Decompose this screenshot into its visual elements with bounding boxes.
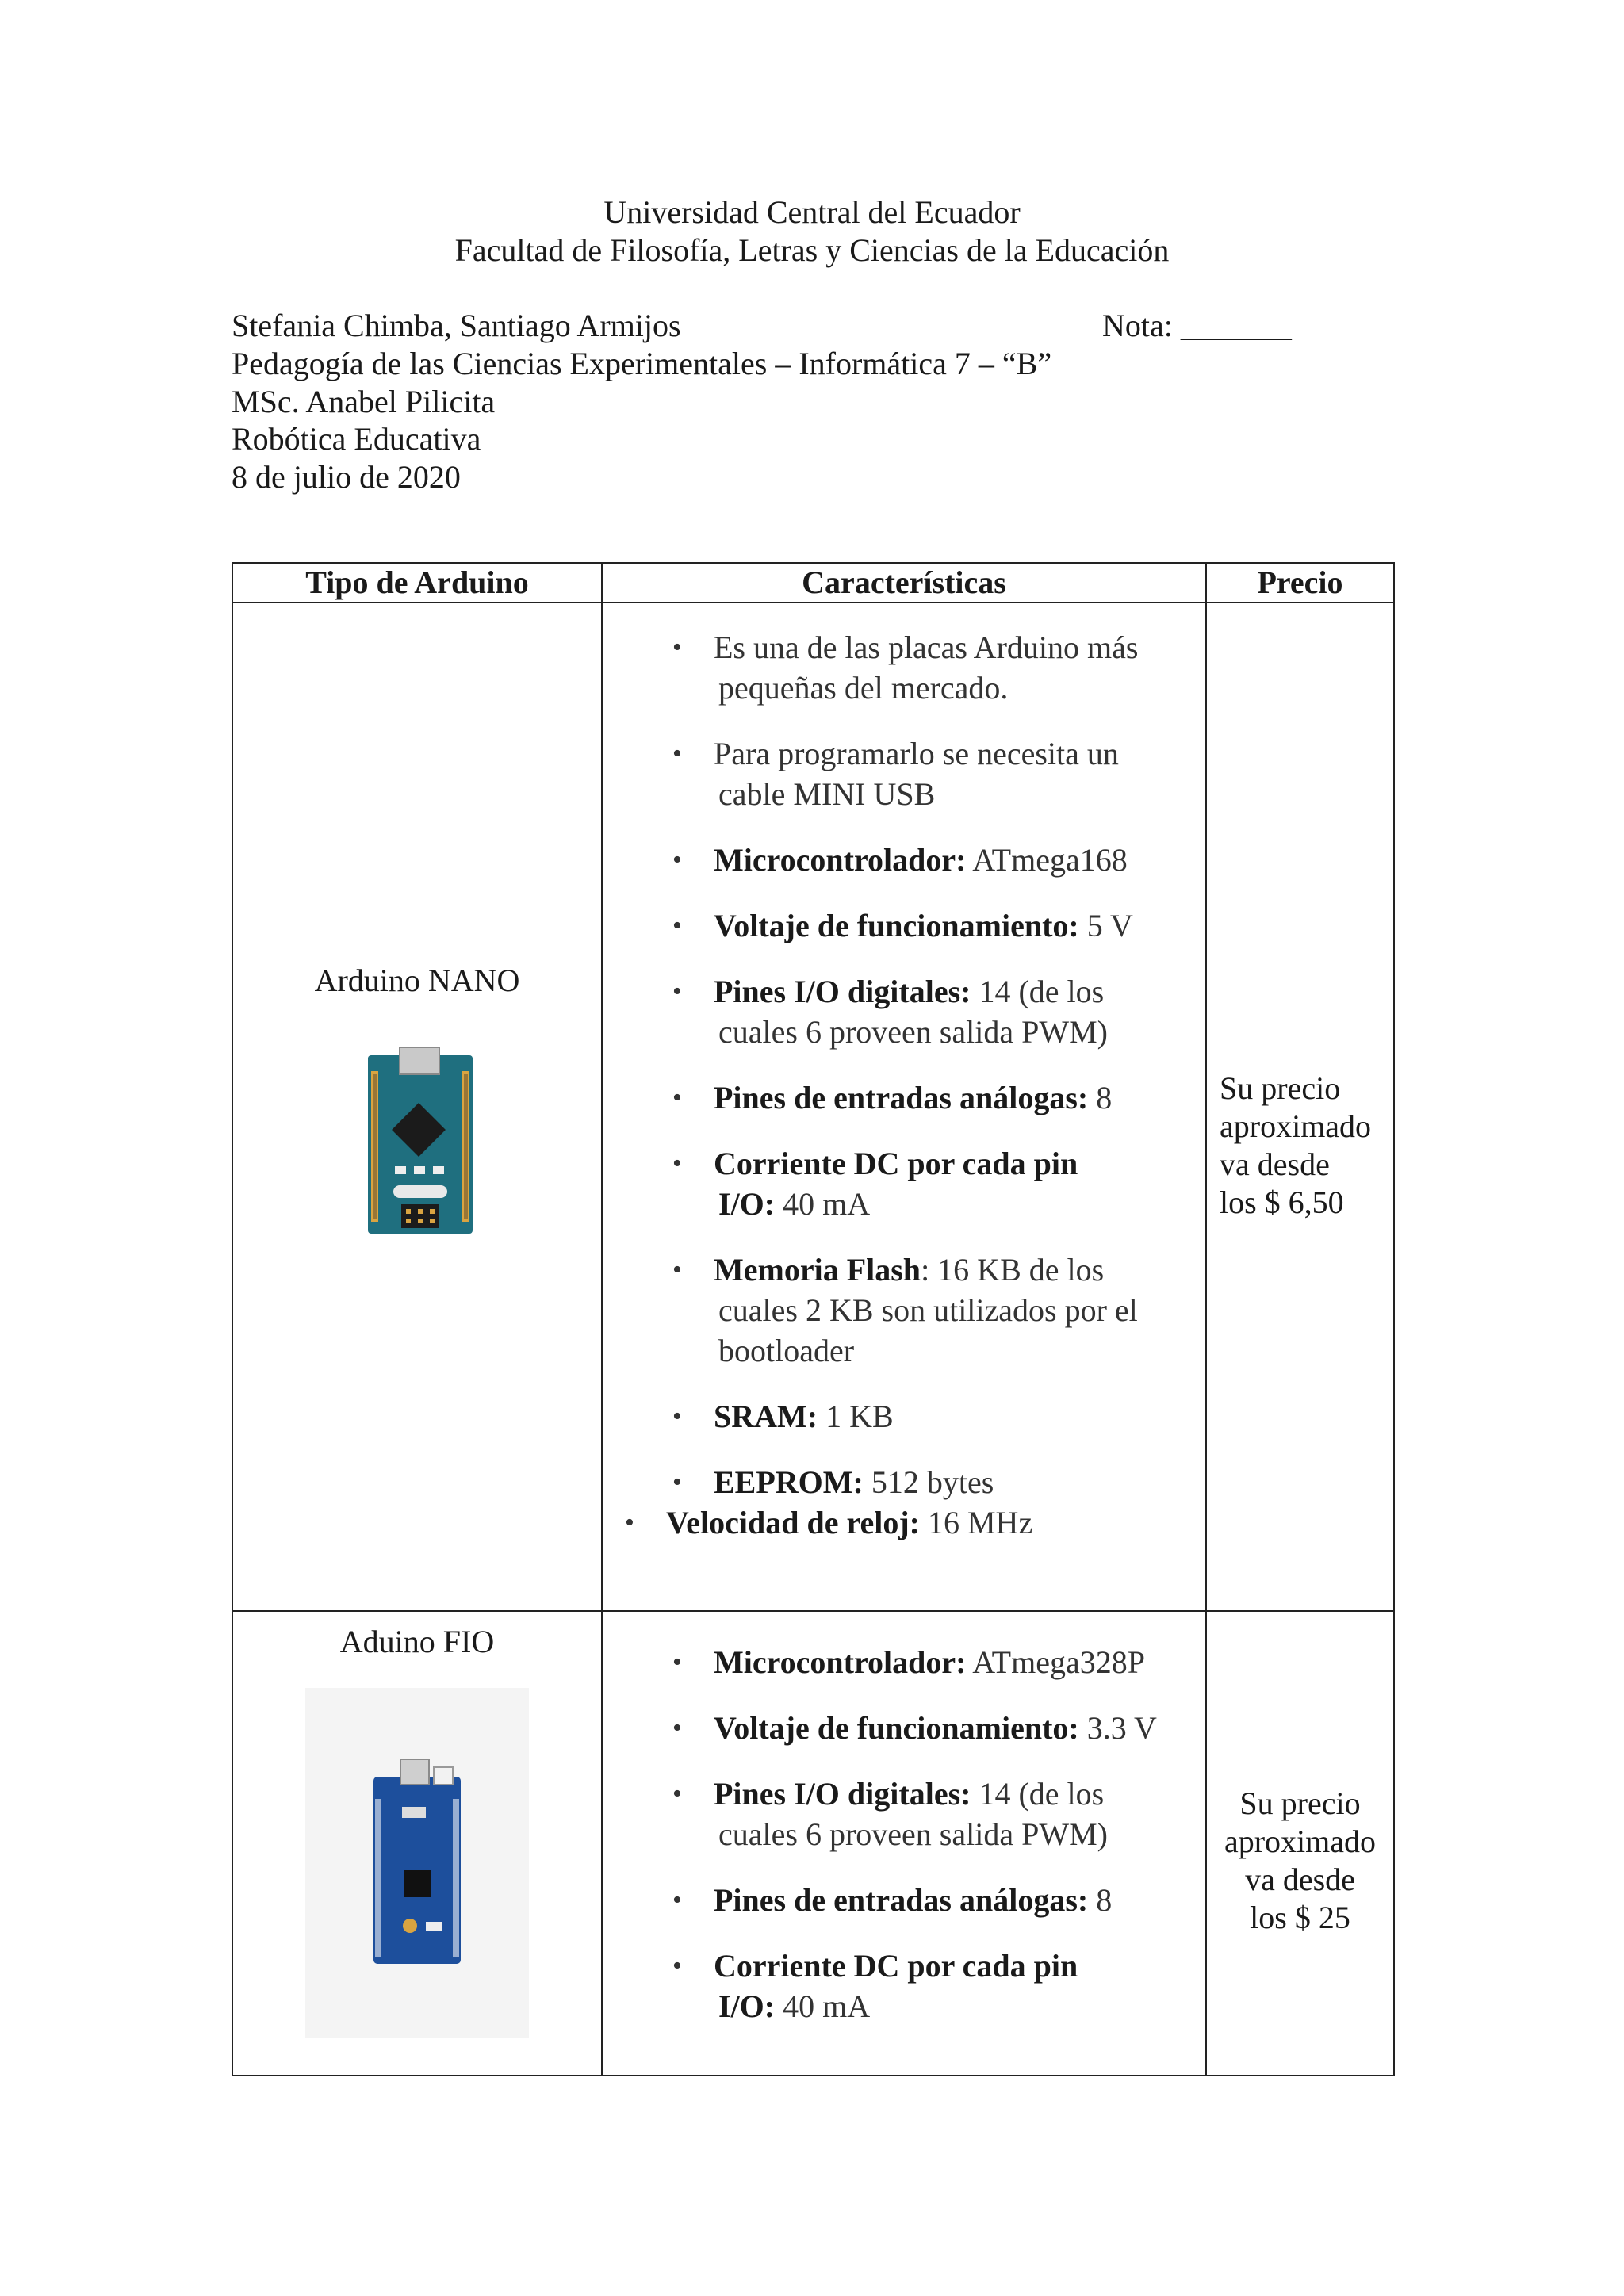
arduino-fio-image: [370, 1759, 464, 1967]
price-cell: [1206, 1611, 1394, 2076]
authors: Stefania Chimba, Santiago Armijos: [232, 308, 681, 343]
type-cell: [232, 603, 602, 1611]
features-cell: [602, 603, 1206, 1611]
faculty-title: Facultad de Filosofía, Letras y Ciencias de la Educación: [454, 232, 1170, 268]
list-item: • Pines I/O digitales: 14 (de los cuales 6 proveen salida PWM): [672, 1776, 1108, 1852]
list-item: • Velocidad de reloj: 16 MHz: [625, 1505, 1033, 1540]
price-text: Su precio aproximado va desde los $ 6,50: [1220, 1070, 1372, 1220]
list-item: • Pines de entradas análogas: 8: [672, 1882, 1113, 1918]
university-title: Universidad Central del Ecuador: [603, 194, 1021, 230]
list-item: • Corriente DC por cada pin I/O: 40 mA: [672, 1146, 1078, 1222]
features-cell: [602, 1611, 1206, 2076]
features-list-nano: [625, 627, 1197, 1543]
table-row: [232, 1611, 1394, 2076]
list-item: • Para programarlo se necesita un cable MINI USB: [672, 736, 1119, 812]
program: Pedagogía de las Ciencias Experimentales – Informática 7 – “B”: [232, 346, 1052, 381]
arduino-comparison-table: [232, 562, 1395, 2076]
table-row: [232, 603, 1394, 1611]
list-item: • SRAM: 1 KB: [672, 1399, 894, 1434]
header-price: Precio: [1206, 563, 1394, 603]
grade-field: Nota: _______: [1102, 308, 1292, 343]
list-item: • EEPROM: 512 bytes: [672, 1464, 994, 1500]
list-item: • Microcontrolador: ATmega168: [672, 842, 1128, 878]
type-cell: [232, 1611, 602, 2076]
list-item: • Pines I/O digitales: 14 (de los cuales 6 proveen salida PWM): [672, 974, 1108, 1050]
arduino-nano-image: [363, 1047, 477, 1238]
price-cell: [1206, 603, 1394, 1611]
header-features: Características: [602, 563, 1206, 603]
list-item: • Voltaje de funcionamiento: 5 V: [672, 908, 1133, 943]
list-item: • Memoria Flash: 16 KB de los cuales 2 KB son utilizados por el bootloader: [672, 1252, 1138, 1368]
date: 8 de julio de 2020: [232, 459, 461, 495]
list-item: • Voltaje de funcionamiento: 3.3 V: [672, 1710, 1157, 1746]
board-name: Aduino FIO: [339, 1624, 495, 1659]
price-text: Su precio aproximado va desde los $ 25: [1224, 1785, 1377, 1935]
teacher: MSc. Anabel Pilicita: [232, 384, 496, 419]
board-name: Arduino NANO: [314, 962, 520, 998]
list-item: • Es una de las placas Arduino más pequeñas del mercado.: [672, 629, 1139, 706]
table-header-row: [232, 563, 1394, 603]
list-item: • Microcontrolador: ATmega328P: [672, 1644, 1145, 1680]
list-item: • Pines de entradas análogas: 8: [672, 1080, 1113, 1115]
features-list-fio: [672, 1642, 1197, 2026]
list-item: • Corriente DC por cada pin I/O: 40 mA: [672, 1948, 1078, 2024]
subject: Robótica Educativa: [232, 421, 481, 457]
header-type: Tipo de Arduino: [232, 563, 602, 603]
